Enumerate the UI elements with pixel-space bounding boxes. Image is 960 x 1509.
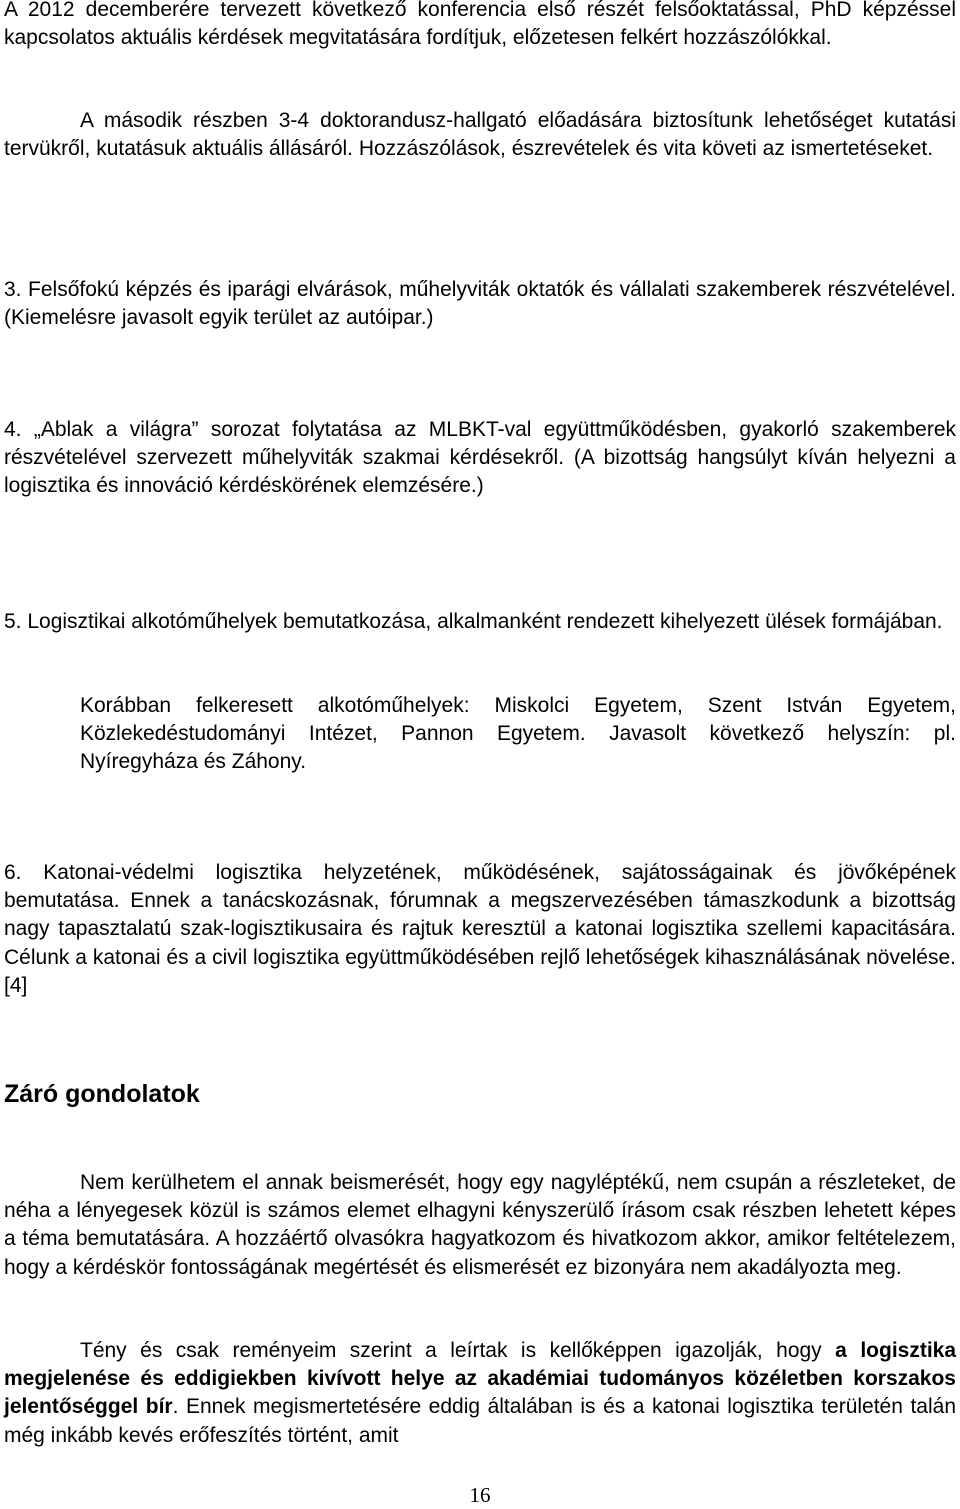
- paragraph-item-3: 3. Felsőfokú képzés és iparági elvárások, műhelyviták oktatók és vállalati szakemberek részvételével. (Kiemelésre javasolt egyik terület az autóipar.): [4, 278, 956, 330]
- page-number: 16: [469, 1483, 491, 1507]
- paragraph-closing-2: [4, 1337, 956, 1450]
- paragraph-item-4: 4. „Ablak a világra” sorozat folytatása az MLBKT-val együttműködésben, gyakorló szakemberek részvételével szervezett műhelyviták szakmai kérdésekről. (A bizottság hangsúlyt kíván helyezni a logisztika és innováció kérdéskörének elemzésére.): [4, 418, 956, 498]
- paragraph-doctoral-students: A második részben 3-4 doktorandusz-hallgató előadására biztosítunk lehetőséget kutatási tervükről, kutatásuk aktuális állásáról. Hozzászólások, észrevételek és vita követi az ismertetéseket.: [4, 109, 956, 161]
- closing-2-bold-claim: a logisztika megjelenése és eddigiekben kivívott helye az akadémiai tudományos közéletben korszakos jelentőséggel bír: [4, 1339, 957, 1419]
- paragraph-workshops: Korábban felkeresett alkotóműhelyek: Miskolci Egyetem, Szent István Egyetem, Közlekedéstudományi Intézet, Pannon Egyetem. Javasolt következő helyszín: pl. Nyíregyháza és Záhony.: [80, 694, 956, 774]
- paragraph-item-5: 5. Logisztikai alkotóműhelyek bemutatkozása, alkalmanként rendezett kihelyezett ülések formájában.: [4, 610, 943, 633]
- paragraph-item-6: 6. Katonai-védelmi logisztika helyzetének, működésének, sajátosságainak és jövőképének bemutatása. Ennek a tanácskozásnak, fórumnak a megszervezésében támaszkodunk a bizottság nagy tapasztalatú szak-logisztikusaira és rajtuk keresztül a katonai logisztika szellemi kapacitására. Célunk a katonai és a civil logisztika együttműködésében rejlő lehetőségek kihasználásának növelése. [4]: [4, 861, 956, 997]
- closing-2-text-end: . Ennek megismertetésére eddig általában is és a katonai logisztika területén talán még inkább kevés erőfeszítés történt, amit: [4, 1395, 956, 1447]
- paragraph-closing-1: Nem kerülhetem el annak beismerését, hogy egy nagyléptékű, nem csupán a részleteket, de néha a lényegesek közül is számos elemet elhagyni kényszerülő írásom csak részben lehetett képes a téma bemutatására. A hozzáértő olvasókra hagyatkozom és hivatkozom akkor, amikor feltételezem, hogy a kérdéskör fontosságának megértését és elismerését ez bizonyára nem akadályozta meg.: [4, 1171, 956, 1279]
- paragraph-conference-intro: A 2012 decemberére tervezett következő konferencia első részét felsőoktatással, PhD képzéssel kapcsolatos aktuális kérdések megvitatására fordítjuk, előzetesen felkért hozzászólókkal.: [4, 0, 956, 50]
- section-heading-closing-thoughts: Záró gondolatok: [4, 1080, 200, 1108]
- closing-2-text-start: Tény és csak reményeim szerint a leírtak is kellőképpen igazolják, hogy: [80, 1339, 836, 1362]
